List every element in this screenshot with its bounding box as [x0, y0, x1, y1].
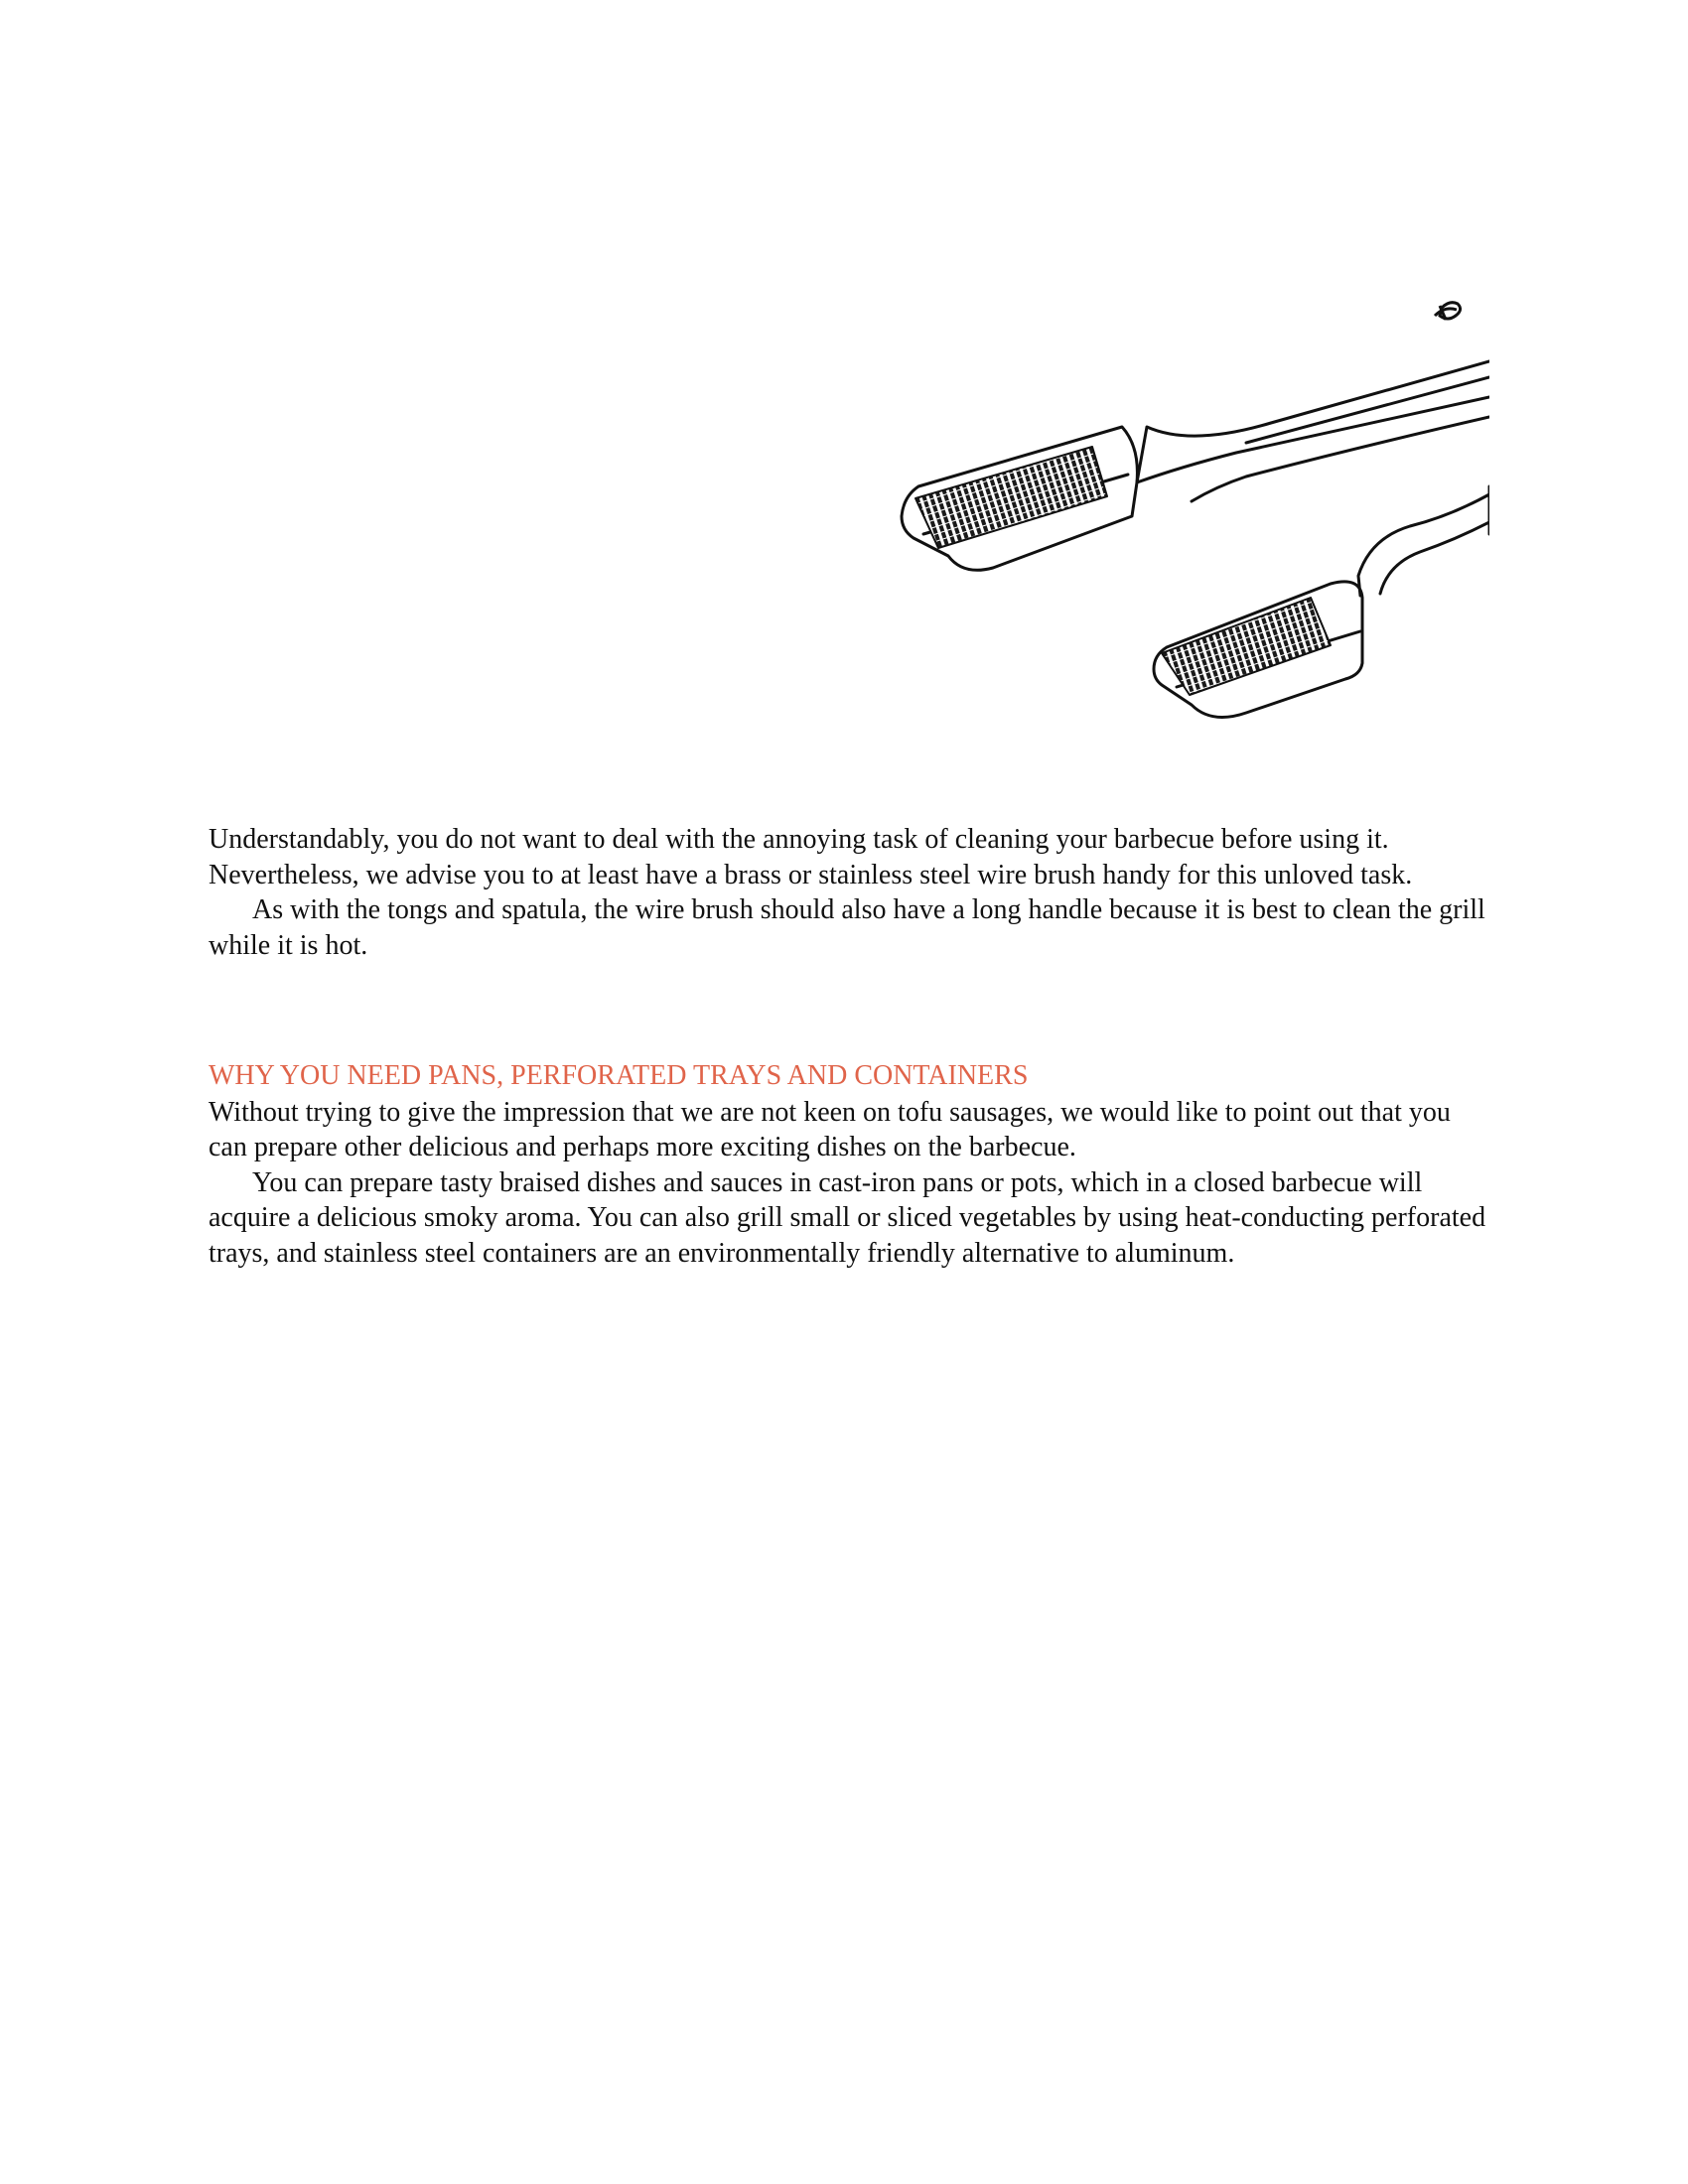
pans-section [209, 1058, 1489, 1271]
hook-icon [1435, 303, 1461, 320]
intro-paragraph-1: Understandably, you do not want to deal with the annoying task of cleaning your barbecue before using it. Nevertheless, we advise you to at least have a brass or stainless steel wire brush handy for this unloved task. [209, 824, 1413, 890]
intro-paragraph-2: As with the tongs and spatula, the wire brush should also have a long handle because it is best to clean the grill while it is hot. [209, 894, 1485, 961]
intro-section [209, 822, 1489, 963]
upper-brush [902, 361, 1489, 570]
pans-paragraph-2: You can prepare tasty braised dishes and sauces in cast-iron pans or pots, which in a closed barbecue will acquire a delicious smoky aroma. You can also grill small or sliced vegetables by using heat-conducting perforated trays, and stainless steel containers are an environmentally friendly alternative to aluminum. [209, 1166, 1486, 1269]
wire-brushes-illustration [894, 278, 1489, 754]
lower-brush [1154, 486, 1489, 718]
section-heading: WHY YOU NEED PANS, PERFORATED TRAYS AND CONTAINERS [209, 1060, 1029, 1091]
pans-paragraph-1: Without trying to give the impression that we are not keen on tofu sausages, we would like to point out that you can prepare other delicious and perhaps more exciting dishes on the barbecue. [209, 1096, 1451, 1162]
